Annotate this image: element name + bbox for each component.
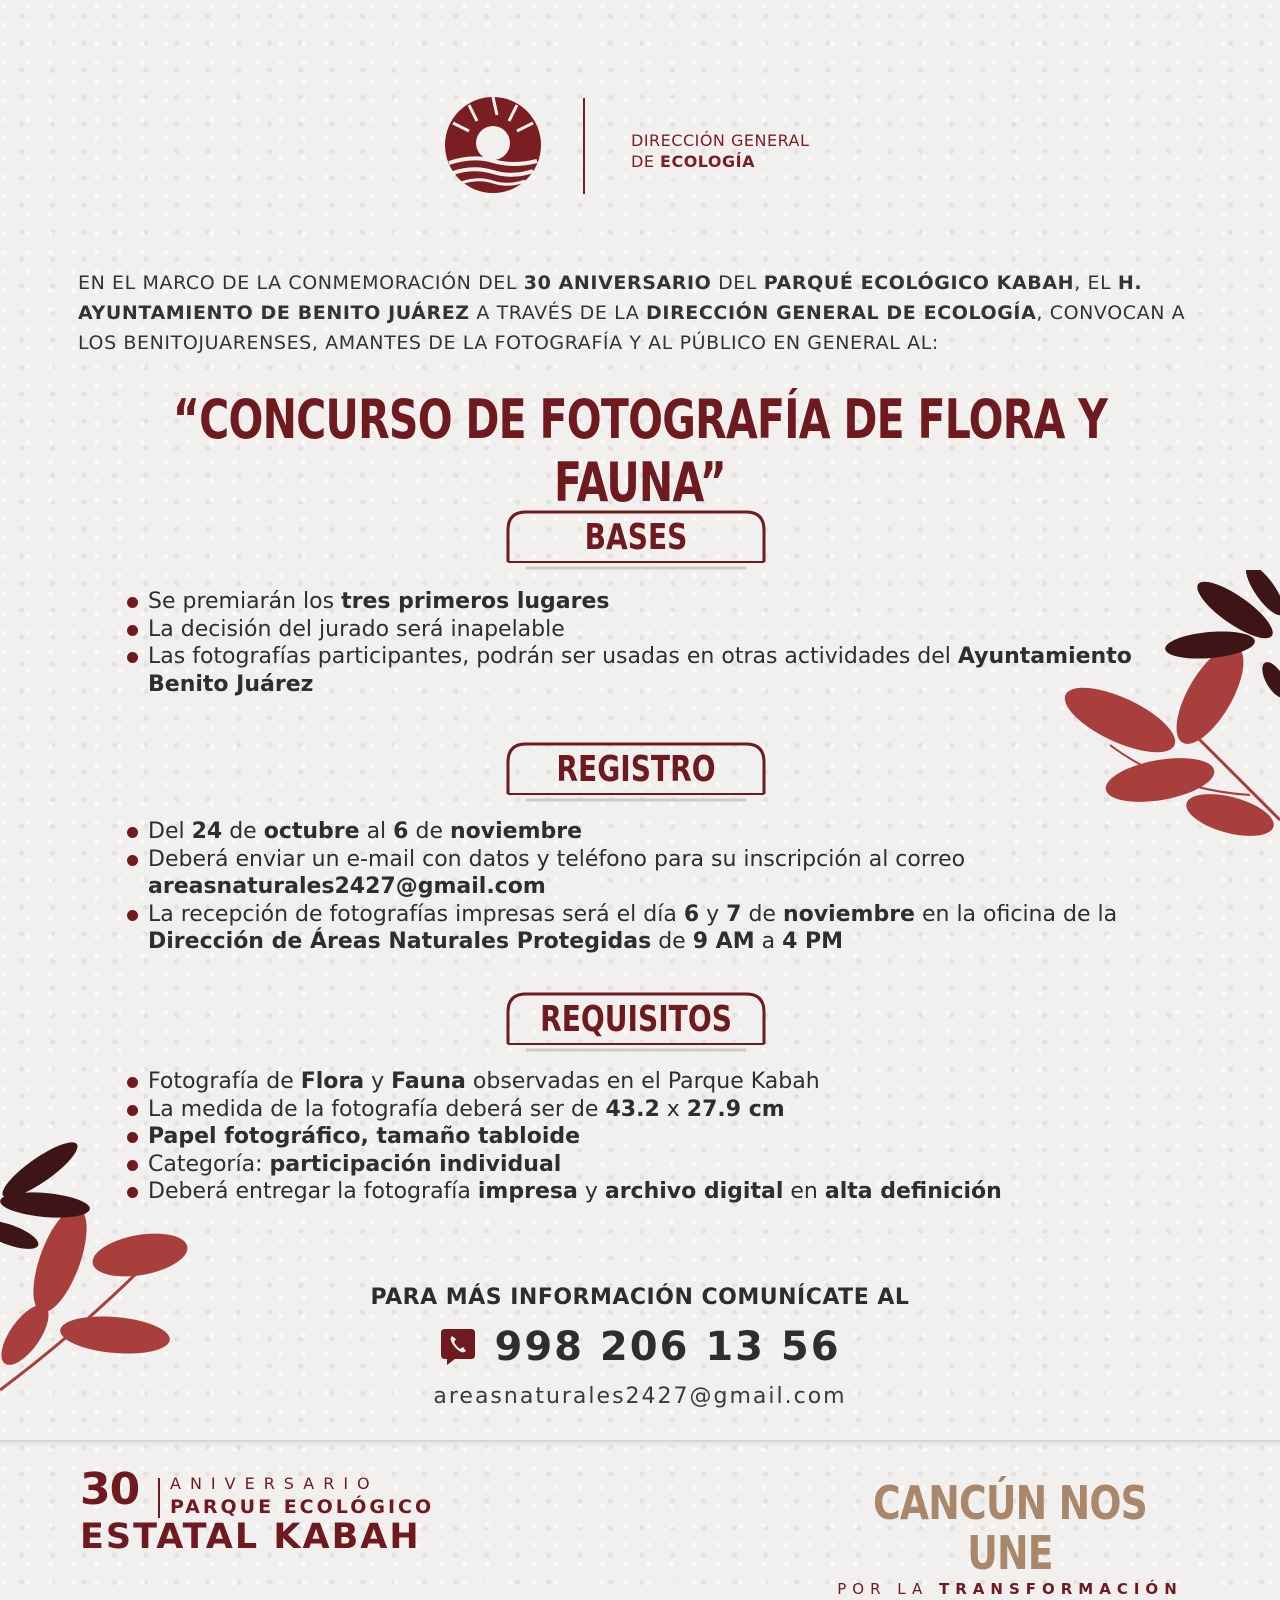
bases-list	[126, 588, 1156, 698]
list-item: Las fotografías participantes, podrán ser usadas en otras actividades del Ayuntamiento Benito Juárez	[126, 643, 1156, 698]
phone-row[interactable]	[0, 1324, 1280, 1370]
registro-list	[126, 818, 1136, 956]
list-item: Deberá enviar un e-mail con datos y teléfono para su inscripción al correo areasnaturales2427@gmail.com	[126, 846, 1136, 901]
section-header-requisitos: REQUISITOS	[506, 992, 766, 1044]
anniversary-number: 30	[80, 1464, 140, 1515]
slogan-main: CANCÚN NOS UNE	[872, 1476, 1148, 1580]
list-item: La recepción de fotografías impresas será el día 6 y 7 de noviembre en la oficina de la Dirección de Áreas Naturales Protegidas de 9 AM a 4 PM	[126, 901, 1136, 956]
requisitos-list	[126, 1068, 1156, 1206]
list-item: La medida de la fotografía deberá ser de 43.2 x 27.9 cm	[126, 1096, 1156, 1124]
intro-paragraph: EN EL MARCO DE LA CONMEMORACIÓN DEL 30 ANIVERSARIO DEL PARQUÉ ECOLÓGICO KABAH, EL H. AYUNTAMIENTO DE BENITO JUÁREZ A TRAVÉS DE LA DIRECCIÓN GENERAL DE ECOLOGÍA, CONVOCAN A LOS BENITOJUARENSES, AMANTES DE LA FOTOGRAFÍA Y AL PÚBLICO EN GENERAL AL:	[78, 272, 1186, 354]
anniversary-park-name: ESTATAL KABAH	[80, 1517, 421, 1557]
list-item: Se premiarán los tres primeros lugares	[126, 588, 1156, 616]
anniversary-divider	[158, 1478, 160, 1518]
header	[0, 95, 1280, 205]
list-item: Papel fotográfico, tamaño tabloide	[126, 1123, 1156, 1151]
section-header-registro: REGISTRO	[506, 742, 766, 794]
list-item: Fotografía de Flora y Fauna observadas en el Parque Kabah	[126, 1068, 1156, 1096]
sun-over-sea-logo-icon	[443, 95, 543, 195]
org-name: DIRECCIÓN GENERAL DE ECOLOGÍA	[631, 131, 810, 171]
contact-heading: PARA MÁS INFORMACIÓN COMUNÍCATE AL	[370, 1285, 910, 1310]
anniversary-park: PARQUE ECOLÓGICO	[170, 1496, 435, 1518]
cancun-slogan-logo	[800, 1478, 1220, 1598]
list-item: Del 24 de octubre al 6 de noviembre	[126, 818, 1136, 846]
section-header-bases: BASES	[506, 510, 766, 562]
page-title: “CONCURSO DE FOTOGRAFÍA DE FLORA Y FAUNA”	[172, 388, 1108, 514]
list-item: La decisión del jurado será inapelable	[126, 616, 1156, 644]
registration-email: areasnaturales2427@gmail.com	[148, 874, 546, 899]
footer-divider	[0, 1440, 1280, 1442]
header-divider	[583, 98, 585, 194]
phone-icon	[439, 1327, 477, 1367]
list-item: Deberá entregar la fotografía impresa y archivo digital en alta definición	[126, 1178, 1156, 1206]
list-item: Categoría: participación individual	[126, 1151, 1156, 1179]
phone-number[interactable]: 998 206 13 56	[494, 1324, 841, 1370]
anniversary-label: ANIVERSARIO	[170, 1474, 379, 1493]
slogan-sub: POR LA TRANSFORMACIÓN	[837, 1580, 1183, 1598]
contact-email[interactable]: areasnaturales2427@gmail.com	[433, 1384, 847, 1409]
